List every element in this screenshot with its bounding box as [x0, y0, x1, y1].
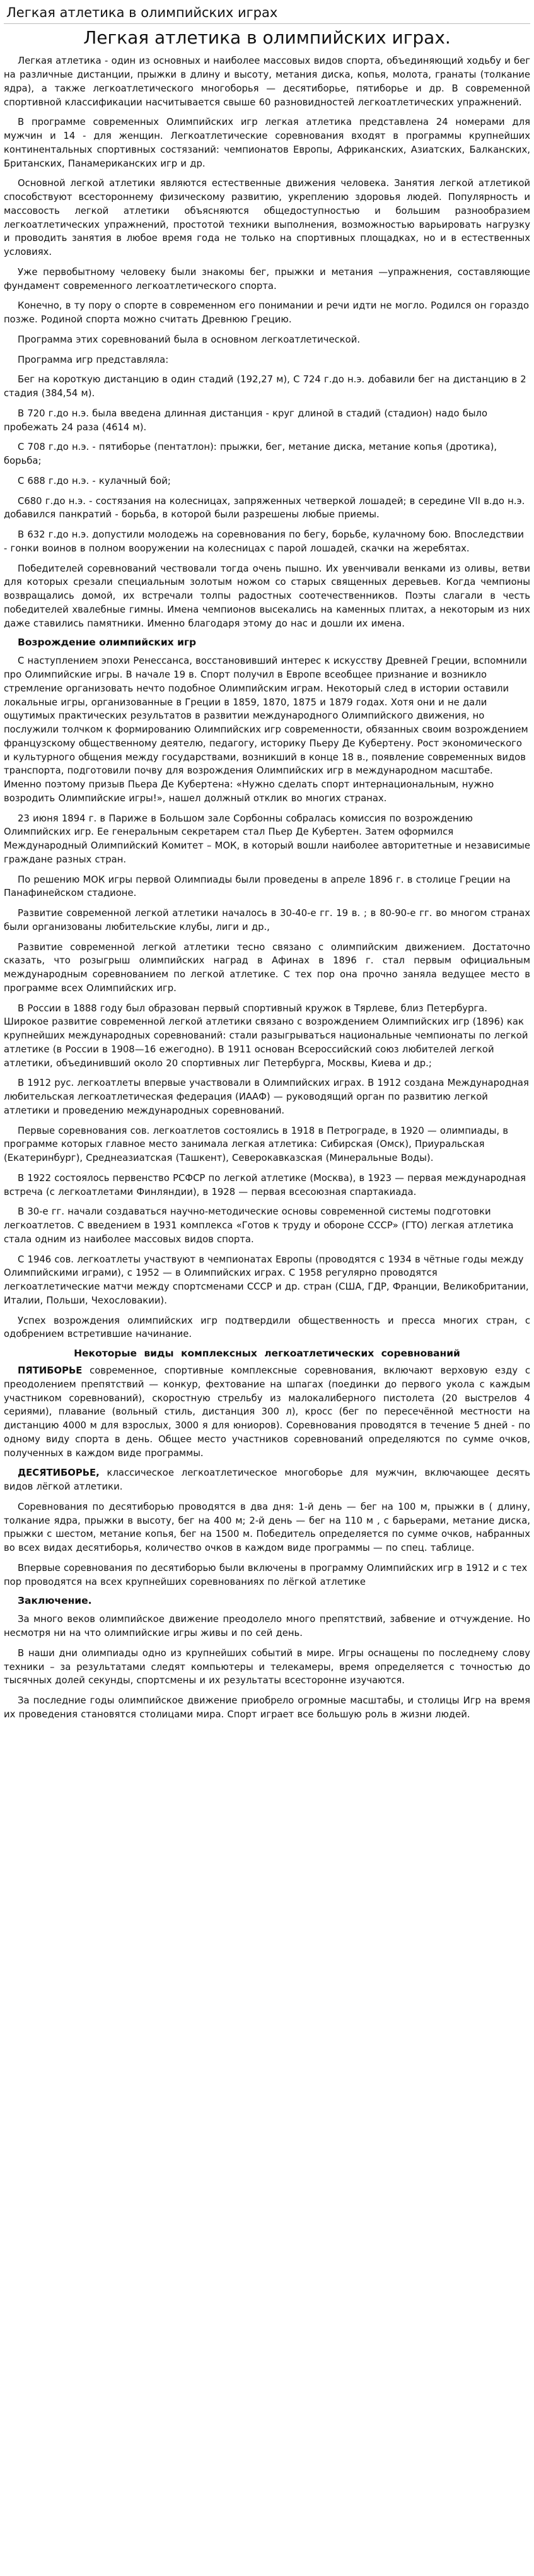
paragraph: С наступлением эпохи Ренессанса, восстановивший интерес к искусству Древней Греции, вспомнили про Олимпийские игры. В начале 19 в. Спорт получил в Европе всеобщее признание и возникло стремление организовать нечто подобное Олимпийским играм. Некоторый след в истории оставили локальные игры, организованные в Греции в 1859, 1870, 1875 и 1879 годах. Хотя они и не дали ощутимых практических результатов в развитии международного Олимпийского движения, но послужили толчком к формированию Олимпийских игр современности, обязанных своим возрождением французскому общественному деятелю, педагогу, историку Пьеру Де Кубертену. Рост экономического и культурного общения между государствами, возникший в конце 18 в., появление современных видов транспорта, подготовили почву для возрождения Олимпийских игр в международном масштабе. Именно поэтому призыв Пьера Де Кубертена: «Нужно сделать спорт интернациональным, нужно возродить Олимпийские игры!», нашел должный отклик во многих странах.	[4, 656, 528, 804]
conclusion-heading: Заключение.	[18, 1595, 92, 1607]
pentathlon-term: ПЯТИБОРЬЕ	[18, 1365, 83, 1377]
paragraph: В 632 г.до н.э. допустили молодежь на соревнования по бегу, борьбе, кулачному бою. Впоследствии - гонки воинов в полном вооружении на колесницах с парой лошадей, скачки на жеребятах.	[4, 529, 525, 554]
document-title: Легкая атлетика в олимпийских играх.	[83, 27, 451, 49]
paragraph: В 720 г.до н.э. была введена длинная дистанция - круг длиной в стадий (стадион) надо было пробежать 24 раза (4614 м).	[4, 408, 488, 433]
paragraph: Конечно, в ту пору о спорте в современном его понимании и речи идти не могло. Родился он гораздо позже. Родиной спорта можно считать Древнюю Грецию.	[4, 300, 530, 326]
paragraph: Легкая атлетика - один из основных и наиболее массовых видов спорта, объединяющий ходьбу и бег на различные дистанции, прыжки в длину и высоту, метания диска, копья, молота, гранаты (толкание ядра), а также легкоатлетического многоборья — десятиборье, пятиборье и др. В современной спортивной классификации насчитывается свыше 60 разновидностей легкоатлетических упражнений.	[4, 56, 530, 108]
paragraph: В России в 1888 году был образован первый спортивный кружок в Тярлеве, близ Петербурга. Широкое развитие современной легкой атлетики связано с возрождением Олимпийских игр (1896) как крупнейших международных соревнований: стали разыгрываться национальные чемпионаты по легкой атлетике (в России в 1908—16 ежегодно). В 1911 основан Всероссийский союз любителей легкой атлетики, объединивший около 20 спортивных лиг Петербурга, Москвы, Киева и др.;	[4, 1003, 528, 1069]
paragraph: За последние годы олимпийское движение приобрело огромные масштабы, и столицы Игр на время их проведения становятся столицами мира. Спорт играет все большую роль в жизни людей.	[4, 1695, 530, 1720]
paragraph: Победителей соревнований чествовали тогда очень пышно. Их увенчивали венками из оливы, ветви для которых срезали специальным золотым ножом со старых священных деревьев. Когда чемпионы возвращались домой, их встречали толпы радостных соотечественников. Поэты слагали в честь победителей хвалебные гимны. Имена чемпионов высекались на каменных плитах, а некоторым из них даже ставились памятники. Именно благодаря этому до нас и дошли их имена.	[4, 563, 530, 629]
paragraph: Впервые соревнования по десятиборью были включены в программу Олимпийских игр в 1912 и с тех пор проводятся на всех крупнейших соревнованиях по лёгкой атлетике	[4, 1562, 528, 1587]
paragraph: В 30-е гг. начали создаваться научно-методические основы современной системы подготовки легкоатлетов. С введением в 1931 комплекса «Готов к труду и обороне СССР» (ГТО) легкая атлетика стала одним из наиболее массовых видов спорта.	[4, 1206, 514, 1245]
decathlon-term: ДЕСЯТИБОРЬЕ,	[18, 1467, 100, 1479]
intro-section	[4, 54, 530, 630]
paragraph: В 1922 состоялось первенство РСФСР по легкой атлетике (Москва), в 1923 — первая международная встреча (с легкоатлетами Финляндии), в 1928 — первая всесоюзная спартакиада.	[4, 1172, 526, 1197]
paragraph: За много веков олимпийское движение преодолело много препятствий, забвение и отчуждение. Но несмотря ни на что олимпийские игры живы и по сей день.	[4, 1614, 530, 1639]
paragraph: Развитие современной легкой атлетики тесно связано с олимпийским движением. Достаточно сказать, что розыгрыш олимпийских наград в Афинах в 1896 г. стал первым официальным международным соревнованием по легкой атлетике. С тех пор она прочно заняла ведущее место в программе всех Олимпийских игр.	[4, 941, 530, 994]
paragraph: С680 г.до н.э. - состязания на колесницах, запряженных четверкой лошадей; в середине VII в.до н.э. добавился панкратий - борьба, в которой были разрешены любые приемы.	[4, 495, 525, 520]
paragraph: Первые соревнования сов. легкоатлетов состоялись в 1918 в Петрограде, в 1920 — олимпиады, в программе которых главное место занимала легкая атлетика: Сибирская (Омск), Приуральская (Екатеринбург), Среднеазиатская (Ташкент), Северокавказская (Минеральные Воды).	[4, 1125, 509, 1164]
paragraph: Соревнования по десятиборью проводятся в два дня: 1-й день — бег на 100 м, прыжки в ( длину, толкание ядра, прыжки в высоту, бег на 400 м; 2-й день — бег на 110 м , с барьерами, метание диска, прыжки с шестом, метание копья, бег на 1500 м. Победитель определяется по сумме очков, набранных во всех видах десятиборья, количество очков в каждом виде программы — по спец. таблице.	[4, 1501, 530, 1554]
paragraph: С 708 г.до н.э. - пятиборье (пентатлон): прыжки, бег, метание диска, метание копья (дротика), борьба;	[4, 442, 497, 467]
revival-section	[4, 654, 530, 1341]
paragraph: С 688 г.до н.э. - кулачный бой;	[18, 475, 171, 486]
paragraph: 23 июня 1894 г. в Париже в Большом зале Сорбонны собралась комиссия по возрождению Олимпийских игр. Ее генеральным секретарем стал Пьер Де Кубертен. Затем оформился Международный Олимпийский Комитет – МОК, в который вошли наиболее авторитетные и независимые граждане разных стран.	[4, 813, 530, 865]
paragraph: Программа этих соревнований была в основном легкоатлетической.	[18, 334, 361, 345]
combined-competitions-heading: Некоторые виды комплексных легкоатлетических соревнований	[74, 1348, 460, 1360]
paragraph: В 1912 рус. легкоатлеты впервые участвовали в Олимпийских играх. В 1912 создана Международная любительская легкоатлетическая федерация (ИААФ) — руководящий орган по развитию легкой атлетики и проведению международных соревнований.	[4, 1078, 529, 1116]
paragraph: Основной легкой атлетики являются естественные движения человека. Занятия легкой атлетикой способствуют всестороннему физическому развитию, укреплению здоровья людей. Популярность и массовость легкой атлетики объясняются общедоступностью и большим разнообразием легкоатлетических упражнений, простотой техники выполнения, возможностью варьировать нагрузку и проводить занятия в любое время года не только на спортивных площадках, но и в естественных условиях.	[4, 178, 530, 258]
paragraph: По решению МОК игры первой Олимпиады были проведены в апреле 1896 г. в столице Греции на Панафинейском стадионе.	[4, 874, 511, 899]
pentathlon-paragraph	[4, 1364, 530, 1460]
document-page	[4, 0, 530, 1734]
conclusion-section	[4, 1613, 530, 1721]
paragraph: Программа игр представляла:	[18, 354, 169, 365]
revival-heading: Возрождение олимпийских игр	[18, 637, 197, 649]
paragraph: Успех возрождения олимпийских игр подтвердили общественность и пресса многих стран, с одобрением встретившие начинание.	[4, 1315, 530, 1340]
decathlon-details-section	[4, 1500, 530, 1589]
decathlon-text: классическое легкоатлетическое многоборье для мужчин, включающее десять видов лёгкой атлетики.	[4, 1467, 530, 1493]
paragraph: С 1946 сов. легкоатлеты участвуют в чемпионатах Европы (проводятся с 1934 в чётные годы между Олимпийскими играми), с 1952 — в Олимпийских играх. С 1958 регулярно проводятся легкоатлетические матчи между спортсменами СССР и др. стран (США, ГДР, Франции, Великобритании, Италии, Польши, Чехословакии).	[4, 1254, 529, 1306]
paragraph: В наши дни олимпиады одно из крупнейших событий в мире. Игры оснащены по последнему слову техники – за результатами следят компьютеры и телекамеры, время определяется с точностью до тысячных долей секунды, спортсмены и их результаты всесторонне изучаются.	[4, 1647, 530, 1686]
pentathlon-text: современное, спортивные комплексные соревнования, включают верховую езду с преодолением препятствий — конкур, фехтование на шпагах (поединки до первого укола с каждым участником соревнований), скоростную стрельбу из малокалиберного пистолета (20 выстрелов 4 сериями), плавание (вольный стиль, дистанция 300 л), кросс (бег по пересечённой местности на дистанцию 4000 м для взрослых, 3000 я для юниоров). Соревнования проводятся в течение 5 дней - по одному виду спорта в день. Общее место участников соревнований определяются по сумме очков, полученных в каждом виде программы.	[4, 1365, 530, 1459]
decathlon-paragraph	[4, 1466, 530, 1494]
page-header: Легкая атлетика в олимпийских играх	[4, 5, 530, 24]
paragraph: Уже первобытному человеку были знакомы бег, прыжки и метания —упражнения, составляющие фундамент современного легкоатлетического спорта.	[4, 266, 530, 291]
paragraph: Развитие современной легкой атлетики началось в 30-40-е гг. 19 в. ; в 80-90-е гг. во многом странах были организованы любительские клубы, лиги и др.,	[4, 908, 530, 932]
paragraph: Бег на короткую дистанцию в один стадий (192,27 м), С 724 г.до н.э. добавили бег на дистанцию в 2 стадия (384,54 м).	[4, 374, 526, 399]
paragraph: В программе современных Олимпийских игр легкая атлетика представлена 24 номерами для мужчин и 14 - для женщин. Легкоатлетические соревнования входят в программы крупнейших континентальных спортивных состязаний: чемпионатов Европы, Африканских, Азиатских, Балканских, Британских, Панамериканских игр и др.	[4, 117, 530, 169]
